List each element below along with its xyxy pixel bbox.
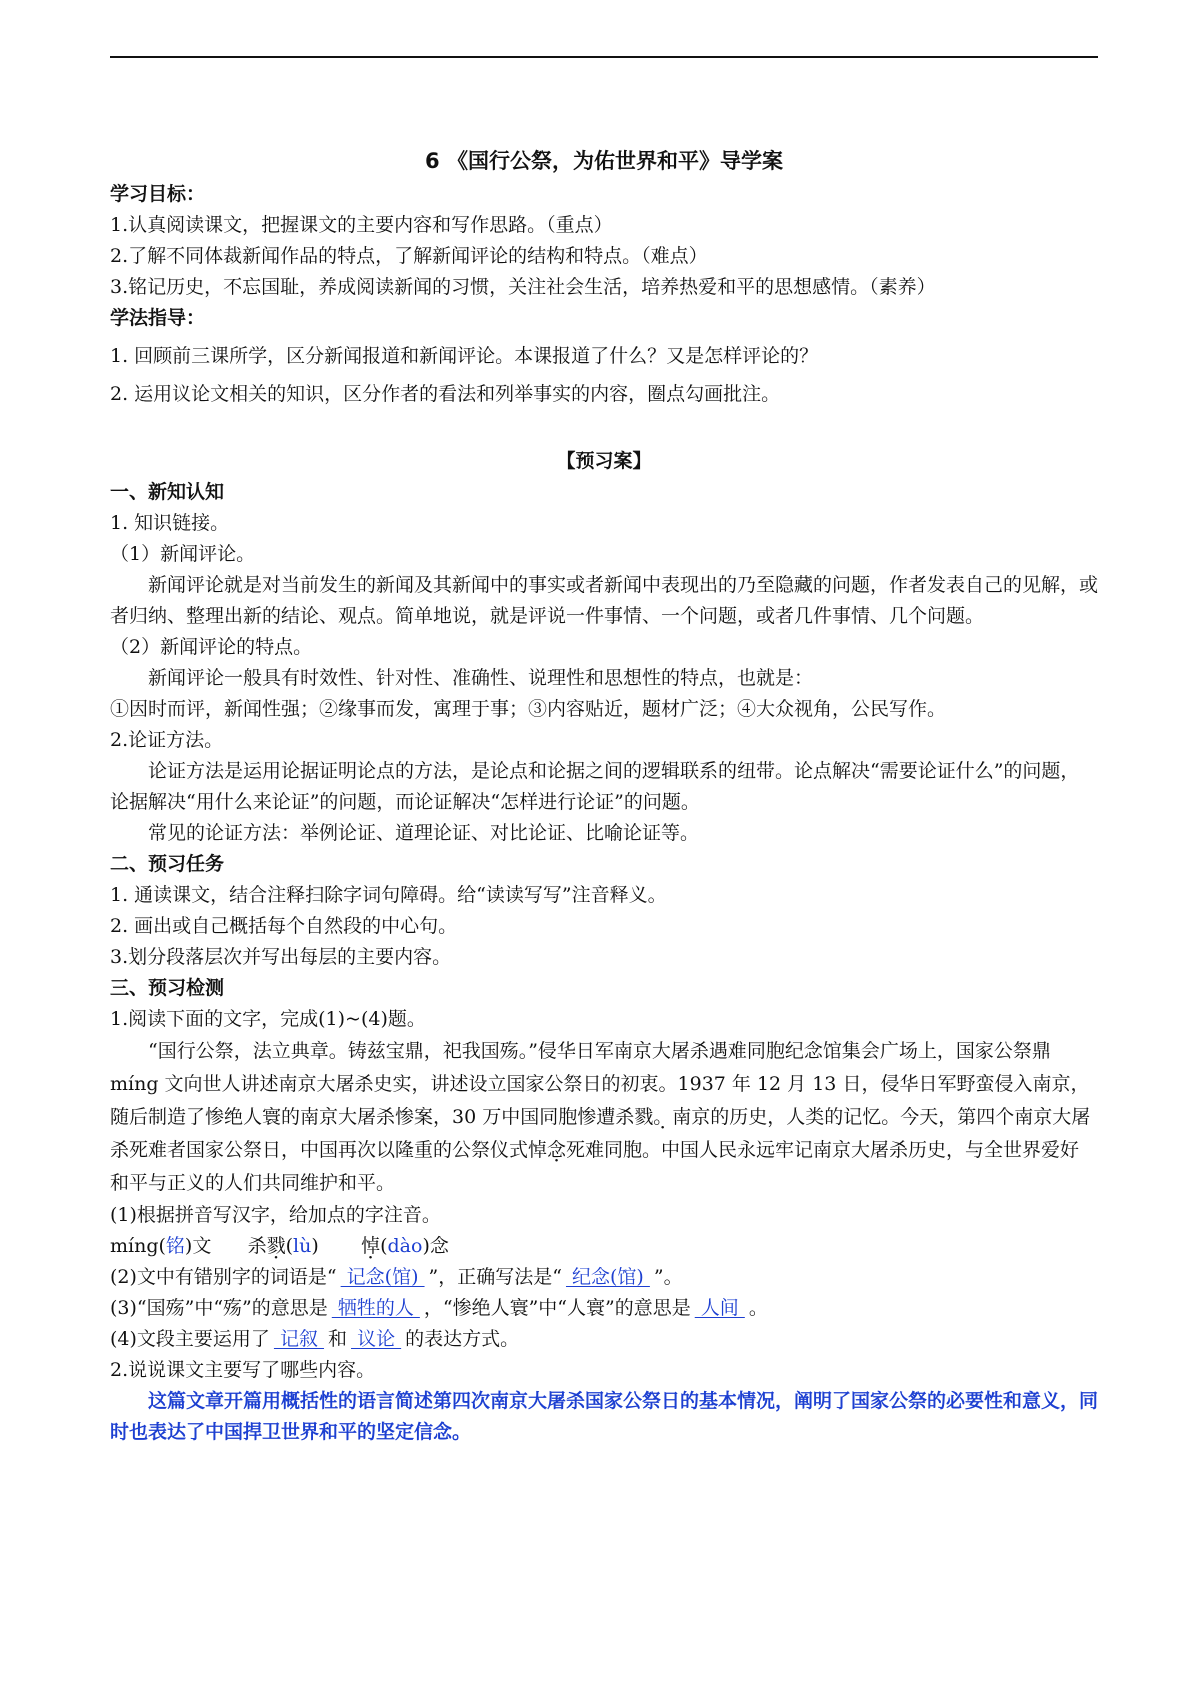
paragraph: 新闻评论一般具有时效性、针对性、准确性、说理性和思想性的特点，也就是： — [148, 667, 814, 689]
method-item: 2. 运用议论文相关的知识，区分作者的看法和列举事实的内容，圈点勾画批注。 — [110, 383, 781, 405]
dotted-char: 悼 — [528, 1139, 548, 1161]
section-heading: 一、新知认知 — [110, 481, 225, 503]
subheading: （1）新闻评论。 — [110, 543, 256, 565]
dotted-char: 戮 — [266, 1235, 286, 1257]
header-rule — [110, 56, 1098, 58]
section-heading: 三、预习检测 — [110, 977, 225, 999]
goals-heading: 学习目标： — [110, 183, 206, 205]
subquestion: (1)根据拼音写汉字，给加点的字注音。 — [110, 1204, 441, 1226]
task-item: 3.划分段落层次并写出每层的主要内容。 — [110, 946, 452, 968]
task-item: 1. 通读课文，结合注释扫除字词句障碍。给“读读写写”注音释义。 — [110, 884, 667, 906]
paragraph: 新闻评论就是对当前发生的新闻及其新闻中的事实或者新闻中表现出的乃至隐藏的问题，作者发表自己的见解，或者归纳、整理出新的结论、观点。简单地说，就是评说一件事情、一个问题，或者几件事情、几个问题。 — [110, 574, 1099, 627]
subheading: 2.论证方法。 — [110, 729, 224, 751]
answer-paragraph: 这篇文章开篇用概括性的语言简述第四次南京大屠杀国家公祭日的基本情况，阐明了国家公祭的必要性和意义，同时也表达了中国捍卫世界和平的坚定信念。 — [110, 1390, 1099, 1443]
subquestion: (2)文中有错别字的词语是“ 记念(馆) ”，正确写法是“ 纪念(馆) ”。 — [110, 1266, 683, 1288]
task-item: 2. 画出或自己概括每个自然段的中心句。 — [110, 915, 458, 937]
answer-blank: 牺牲的人 — [331, 1297, 420, 1319]
paragraph: ①因时而评，新闻性强；②缘事而发，寓理于事；③内容贴近，题材广泛；④大众视角，公民写作。 — [110, 698, 947, 720]
dotted-char: 悼 — [361, 1235, 381, 1257]
knowledge-link: 1. 知识链接。 — [110, 512, 230, 534]
answer-blank: 议论 — [351, 1328, 402, 1350]
dotted-char: 戮 — [634, 1106, 654, 1128]
question: 2.说说课文主要写了哪些内容。 — [110, 1359, 376, 1381]
answer-text: dào — [387, 1235, 423, 1257]
answer-blank: 记念(馆) — [340, 1266, 425, 1288]
paragraph: 常见的论证方法：举例论证、道理论证、对比论证、比喻论证等。 — [148, 822, 700, 844]
subquestion: (3)“国殇”中“殇”的意思是 牺牲的人 ，“惨绝人寰”中“人寰”的意思是 人间 。 — [110, 1297, 768, 1319]
goal-item: 3.铭记历史，不忘国耻，养成阅读新闻的习惯，关注社会生活，培养热爱和平的思想感情。（素养） — [110, 276, 936, 298]
answer-text: 铭 — [165, 1235, 185, 1257]
method-item: 1. 回顾前三课所学，区分新闻报道和新闻评论。本课报道了什么？又是怎样评论的？ — [110, 345, 819, 367]
goal-item: 1.认真阅读课文，把握课文的主要内容和写作思路。（重点） — [110, 214, 613, 236]
reading-passage: “国行公祭，法立典章。铸兹宝鼎，祀我国殇。”侵华日军南京大屠杀遇难同胞纪念馆集会广场上，国家公祭鼎 míng 文向世人讲述南京大屠杀史实，讲述设立国家公祭日的初衷。1937 年 12 月 13 日，侵华日军野蛮侵入南京，随后制造了惨绝人寰的南京大屠杀惨案，30 万中国同胞惨遭杀戮。南京的历史，人类的记忆。今天，第四个南京大屠杀死难者国家公祭日，中国再次以隆重的公祭仪式悼念死难同胞。中国人民永远牢记南京大屠杀历史，与全世界爱好和平与正义的人们共同维护和平。 — [110, 1040, 1091, 1194]
section-heading: 二、预习任务 — [110, 853, 225, 875]
paragraph: 论证方法是运用论据证明论点的方法，是论点和论据之间的逻辑联系的纽带。论点解决“需要论证什么”的问题，论据解决“用什么来论证”的问题，而论证解决“怎样进行论证”的问题。 — [110, 760, 1080, 813]
question: 1.阅读下面的文字，完成(1)~(4)题。 — [110, 1008, 426, 1030]
subquestion-answers: míng(铭)文 杀戮(lù) 悼(dào)念 — [110, 1235, 449, 1257]
document-body — [110, 146, 1098, 1448]
method-heading: 学法指导： — [110, 307, 206, 329]
page-title: 6 《国行公祭，为佑世界和平》导学案 — [425, 149, 783, 173]
answer-text: lù — [293, 1235, 312, 1257]
preview-heading: 【预习案】 — [556, 450, 652, 472]
answer-blank: 人间 — [694, 1297, 745, 1319]
answer-blank: 纪念(馆) — [565, 1266, 650, 1288]
subheading: （2）新闻评论的特点。 — [110, 636, 313, 658]
answer-blank: 记叙 — [273, 1328, 325, 1350]
goal-item: 2.了解不同体裁新闻作品的特点，了解新闻评论的结构和特点。（难点） — [110, 245, 708, 267]
subquestion: (4)文段主要运用了 记叙 和 议论 的表达方式。 — [110, 1328, 520, 1350]
